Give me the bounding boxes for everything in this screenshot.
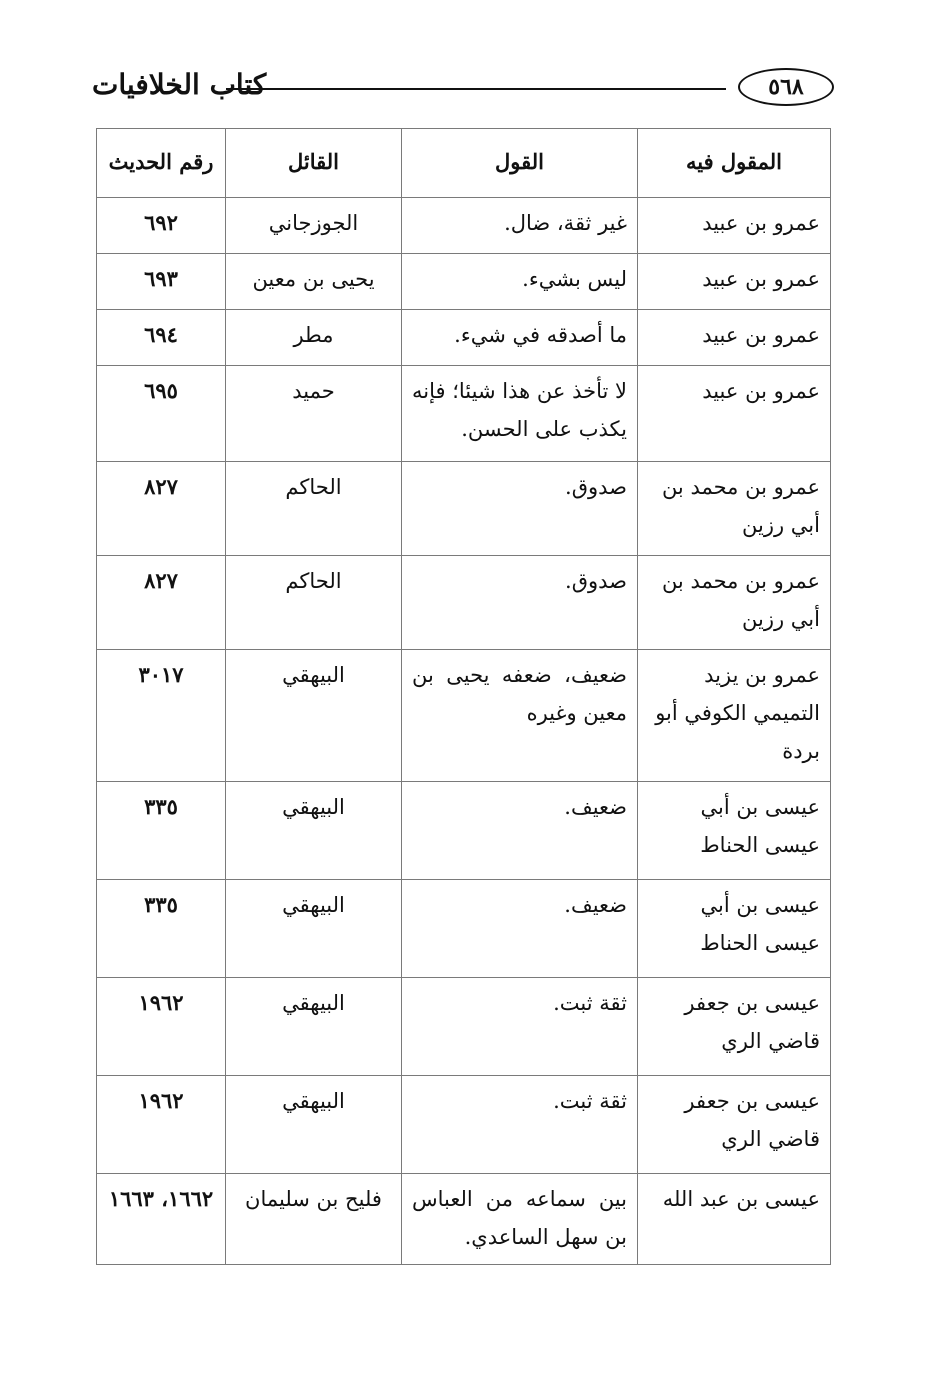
cell-hadith-number: ٦٩٤ bbox=[97, 310, 226, 366]
page-number: ٥٦٨ bbox=[738, 68, 834, 106]
cell-speaker: فليح بن سليمان bbox=[226, 1174, 402, 1265]
cell-hadith-number: ٣٠١٧ bbox=[97, 650, 226, 782]
cell-saying: ضعيف، ضعفه يحيى بن معين وغيره bbox=[402, 650, 638, 782]
cell-hadith-number: ٨٢٧ bbox=[97, 462, 226, 556]
cell-subject: عيسى بن أبي عيسى الحناط bbox=[638, 782, 831, 880]
column-header-subject: المقول فيه bbox=[638, 129, 831, 198]
column-header-hadith-number: رقم الحديث bbox=[97, 129, 226, 198]
cell-saying: لا تأخذ عن هذا شيئا؛ فإنه يكذب على الحسن. bbox=[402, 366, 638, 462]
cell-subject: عمرو بن محمد بن أبي رزين bbox=[638, 462, 831, 556]
cell-speaker: الحاكم bbox=[226, 462, 402, 556]
cell-subject: عمرو بن عبيد bbox=[638, 254, 831, 310]
cell-saying: ضعيف. bbox=[402, 880, 638, 978]
records-table bbox=[96, 128, 831, 1265]
table-row bbox=[97, 366, 831, 462]
cell-saying: ضعيف. bbox=[402, 782, 638, 880]
cell-hadith-number: ٦٩٢ bbox=[97, 198, 226, 254]
table-row bbox=[97, 782, 831, 880]
cell-subject: عمرو بن عبيد bbox=[638, 366, 831, 462]
table-row bbox=[97, 254, 831, 310]
cell-saying: صدوق. bbox=[402, 556, 638, 650]
table-row bbox=[97, 310, 831, 366]
cell-saying: بين سماعه من العباس بن سهل الساعدي. bbox=[402, 1174, 638, 1265]
cell-speaker: البيهقي bbox=[226, 880, 402, 978]
table-row bbox=[97, 462, 831, 556]
table-row bbox=[97, 650, 831, 782]
cell-saying: ليس بشيء. bbox=[402, 254, 638, 310]
cell-hadith-number: ٨٢٧ bbox=[97, 556, 226, 650]
cell-subject: عيسى بن جعفر قاضي الري bbox=[638, 978, 831, 1076]
cell-hadith-number: ٦٩٥ bbox=[97, 366, 226, 462]
cell-hadith-number: ١٩٦٢ bbox=[97, 978, 226, 1076]
cell-saying: ما أصدقه في شيء. bbox=[402, 310, 638, 366]
cell-speaker: الحاكم bbox=[226, 556, 402, 650]
column-header-saying: القول bbox=[402, 129, 638, 198]
cell-speaker: البيهقي bbox=[226, 1076, 402, 1174]
cell-speaker: الجوزجاني bbox=[226, 198, 402, 254]
cell-speaker: البيهقي bbox=[226, 978, 402, 1076]
cell-saying: صدوق. bbox=[402, 462, 638, 556]
table-header-row bbox=[97, 129, 831, 198]
cell-subject: عمرو بن عبيد bbox=[638, 198, 831, 254]
table-row bbox=[97, 978, 831, 1076]
cell-hadith-number: ٣٣٥ bbox=[97, 880, 226, 978]
cell-saying: ثقة ثبت. bbox=[402, 1076, 638, 1174]
cell-subject: عمرو بن محمد بن أبي رزين bbox=[638, 556, 831, 650]
page-header bbox=[92, 64, 834, 114]
cell-hadith-number: ٦٩٣ bbox=[97, 254, 226, 310]
table-body bbox=[97, 198, 831, 1265]
header-rule bbox=[226, 88, 726, 90]
cell-subject: عمرو بن يزيد التميمي الكوفي أبو بردة bbox=[638, 650, 831, 782]
cell-hadith-number: ١٦٦٢، ١٦٦٣ bbox=[97, 1174, 226, 1265]
cell-saying: غير ثقة، ضال. bbox=[402, 198, 638, 254]
cell-saying: ثقة ثبت. bbox=[402, 978, 638, 1076]
table-row bbox=[97, 198, 831, 254]
cell-speaker: البيهقي bbox=[226, 782, 402, 880]
cell-hadith-number: ٣٣٥ bbox=[97, 782, 226, 880]
column-header-speaker: القائل bbox=[226, 129, 402, 198]
cell-subject: عمرو بن عبيد bbox=[638, 310, 831, 366]
cell-speaker: البيهقي bbox=[226, 650, 402, 782]
cell-speaker: حميد bbox=[226, 366, 402, 462]
table-row bbox=[97, 1076, 831, 1174]
cell-hadith-number: ١٩٦٢ bbox=[97, 1076, 226, 1174]
cell-speaker: يحيى بن معين bbox=[226, 254, 402, 310]
table-row bbox=[97, 880, 831, 978]
table-row bbox=[97, 556, 831, 650]
book-title: كتاب الخلافيات bbox=[92, 68, 267, 101]
cell-subject: عيسى بن عبد الله bbox=[638, 1174, 831, 1265]
table-row bbox=[97, 1174, 831, 1265]
cell-subject: عيسى بن أبي عيسى الحناط bbox=[638, 880, 831, 978]
cell-speaker: مطر bbox=[226, 310, 402, 366]
cell-subject: عيسى بن جعفر قاضي الري bbox=[638, 1076, 831, 1174]
